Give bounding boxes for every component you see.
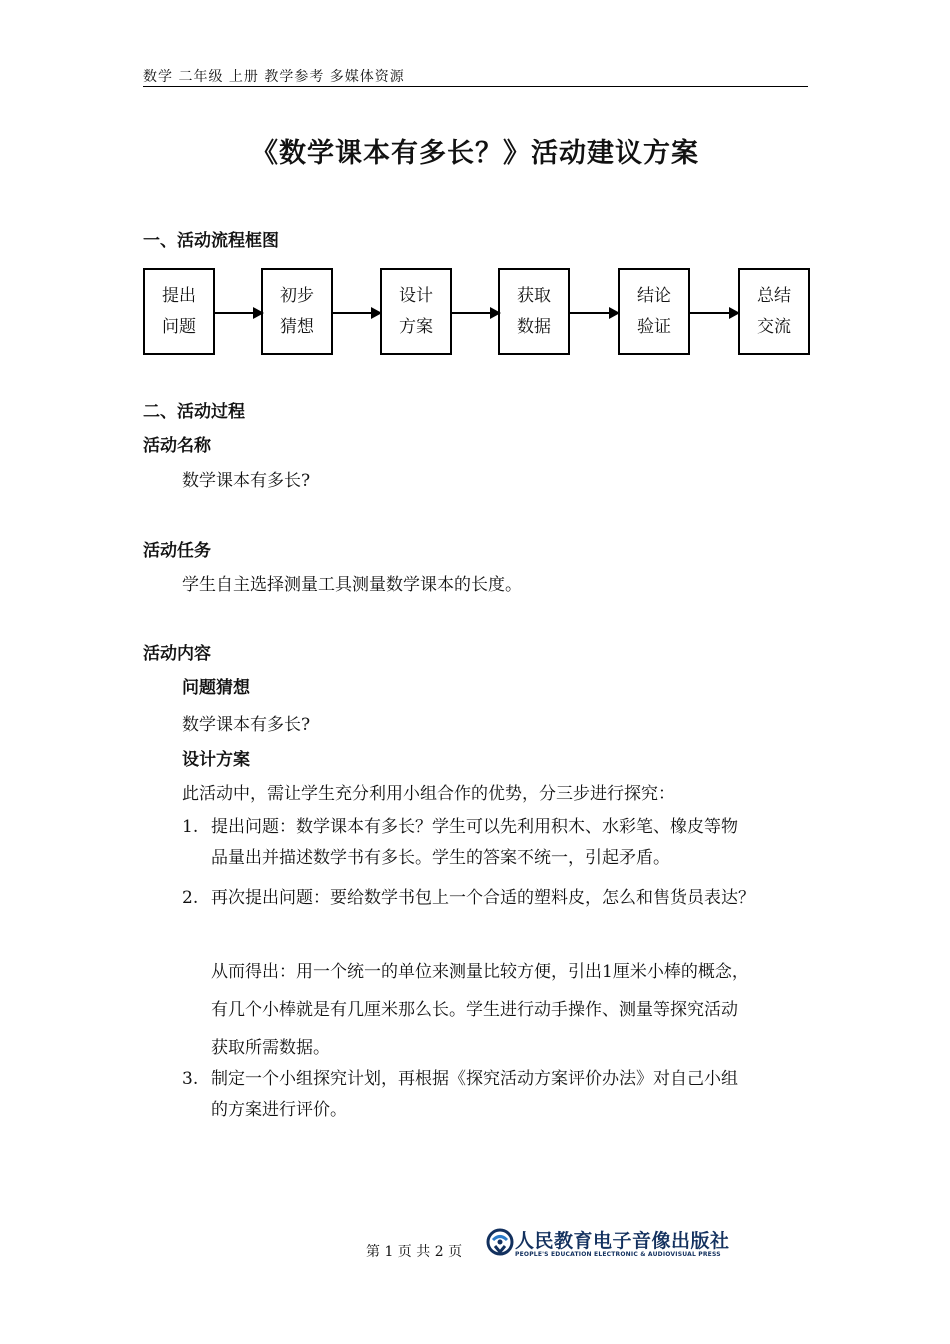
list-item-line: 提出问题：数学课本有多长？学生可以先利用积木、水彩笔、橡皮等物 bbox=[211, 817, 738, 837]
flow-box-label: 数据 bbox=[517, 316, 551, 337]
subheading-activity-name: 活动名称 bbox=[143, 436, 211, 456]
flow-arrow bbox=[690, 312, 738, 314]
list-item-number: 1. bbox=[182, 817, 199, 837]
flow-box-label: 总结 bbox=[757, 285, 791, 306]
list-item-line: 有几个小棒就是有几厘米那么长。学生进行动手操作、测量等探究活动 bbox=[211, 1000, 738, 1020]
page-number: 第 1 页 共 2 页 bbox=[366, 1244, 463, 1260]
flow-box-label: 提出 bbox=[162, 285, 196, 306]
publisher-logo-icon bbox=[486, 1227, 514, 1259]
flow-box-label: 问题 bbox=[162, 316, 196, 337]
publisher-name-en: PEOPLE'S EDUCATION ELECTRONIC & AUDIOVISUAL PRESS bbox=[515, 1251, 721, 1258]
design-plan-intro: 此活动中，需让学生充分利用小组合作的优势，分三步进行探究： bbox=[182, 784, 675, 804]
flow-arrow bbox=[333, 312, 380, 314]
header-rule bbox=[143, 86, 808, 87]
list-item-line: 获取所需数据。 bbox=[211, 1038, 330, 1058]
list-item-number: 3. bbox=[182, 1069, 199, 1089]
list-item bbox=[182, 883, 822, 914]
flow-arrow bbox=[215, 312, 262, 314]
activity-task-text: 学生自主选择测量工具测量数学课本的长度。 bbox=[182, 575, 522, 595]
flow-box-4 bbox=[498, 268, 570, 355]
flow-arrow bbox=[570, 312, 618, 314]
document-title: 《数学课本有多长？》活动建议方案 bbox=[251, 138, 699, 169]
list-item-line: 品量出并描述数学书有多长。学生的答案不统一，引起矛盾。 bbox=[211, 848, 670, 868]
list-item-line: 再次提出问题：要给数学书包上一个合适的塑料皮，怎么和售货员表达？ bbox=[211, 888, 755, 908]
subheading-activity-task: 活动任务 bbox=[143, 541, 211, 561]
flow-box-label: 验证 bbox=[637, 316, 671, 337]
flow-box-label: 交流 bbox=[757, 316, 791, 337]
flow-box-label: 初步 bbox=[280, 285, 314, 306]
activity-name-text: 数学课本有多长? bbox=[182, 471, 311, 491]
flow-box-1 bbox=[143, 268, 215, 355]
flow-box-5 bbox=[618, 268, 690, 355]
list-item-number: 2. bbox=[182, 888, 199, 908]
subheading-design-plan: 设计方案 bbox=[182, 750, 250, 770]
flow-box-6 bbox=[738, 268, 810, 355]
list-item bbox=[182, 1064, 822, 1126]
flow-box-label: 猜想 bbox=[280, 316, 314, 337]
flow-box-label: 获取 bbox=[517, 285, 551, 306]
publisher-name: 人民教育电子音像出版社 bbox=[515, 1230, 730, 1252]
running-header: 数学 二年级 上册 教学参考 多媒体资源 bbox=[143, 69, 405, 85]
flow-box-3 bbox=[380, 268, 452, 355]
section-heading-process: 二、活动过程 bbox=[143, 402, 245, 422]
subheading-activity-content: 活动内容 bbox=[143, 644, 211, 664]
publisher-logo bbox=[486, 1226, 730, 1266]
flow-box-2 bbox=[261, 268, 333, 355]
section-heading-flowchart: 一、活动流程框图 bbox=[143, 231, 279, 251]
list-item-line: 从而得出：用一个统一的单位来测量比较方便，引出1厘米小棒的概念， bbox=[211, 962, 749, 982]
list-item-line: 的方案进行评价。 bbox=[211, 1100, 347, 1120]
subheading-problem-guess: 问题猜想 bbox=[182, 678, 250, 698]
list-item bbox=[182, 812, 822, 874]
flow-arrow bbox=[452, 312, 499, 314]
flow-box-label: 方案 bbox=[399, 316, 433, 337]
list-item-continuation bbox=[182, 953, 822, 1067]
problem-guess-text: 数学课本有多长? bbox=[182, 715, 311, 735]
list-item-line: 制定一个小组探究计划，再根据《探究活动方案评价办法》对自己小组 bbox=[211, 1069, 738, 1089]
activity-flowchart bbox=[143, 268, 813, 358]
flow-box-label: 设计 bbox=[399, 285, 433, 306]
flow-box-label: 结论 bbox=[637, 285, 671, 306]
